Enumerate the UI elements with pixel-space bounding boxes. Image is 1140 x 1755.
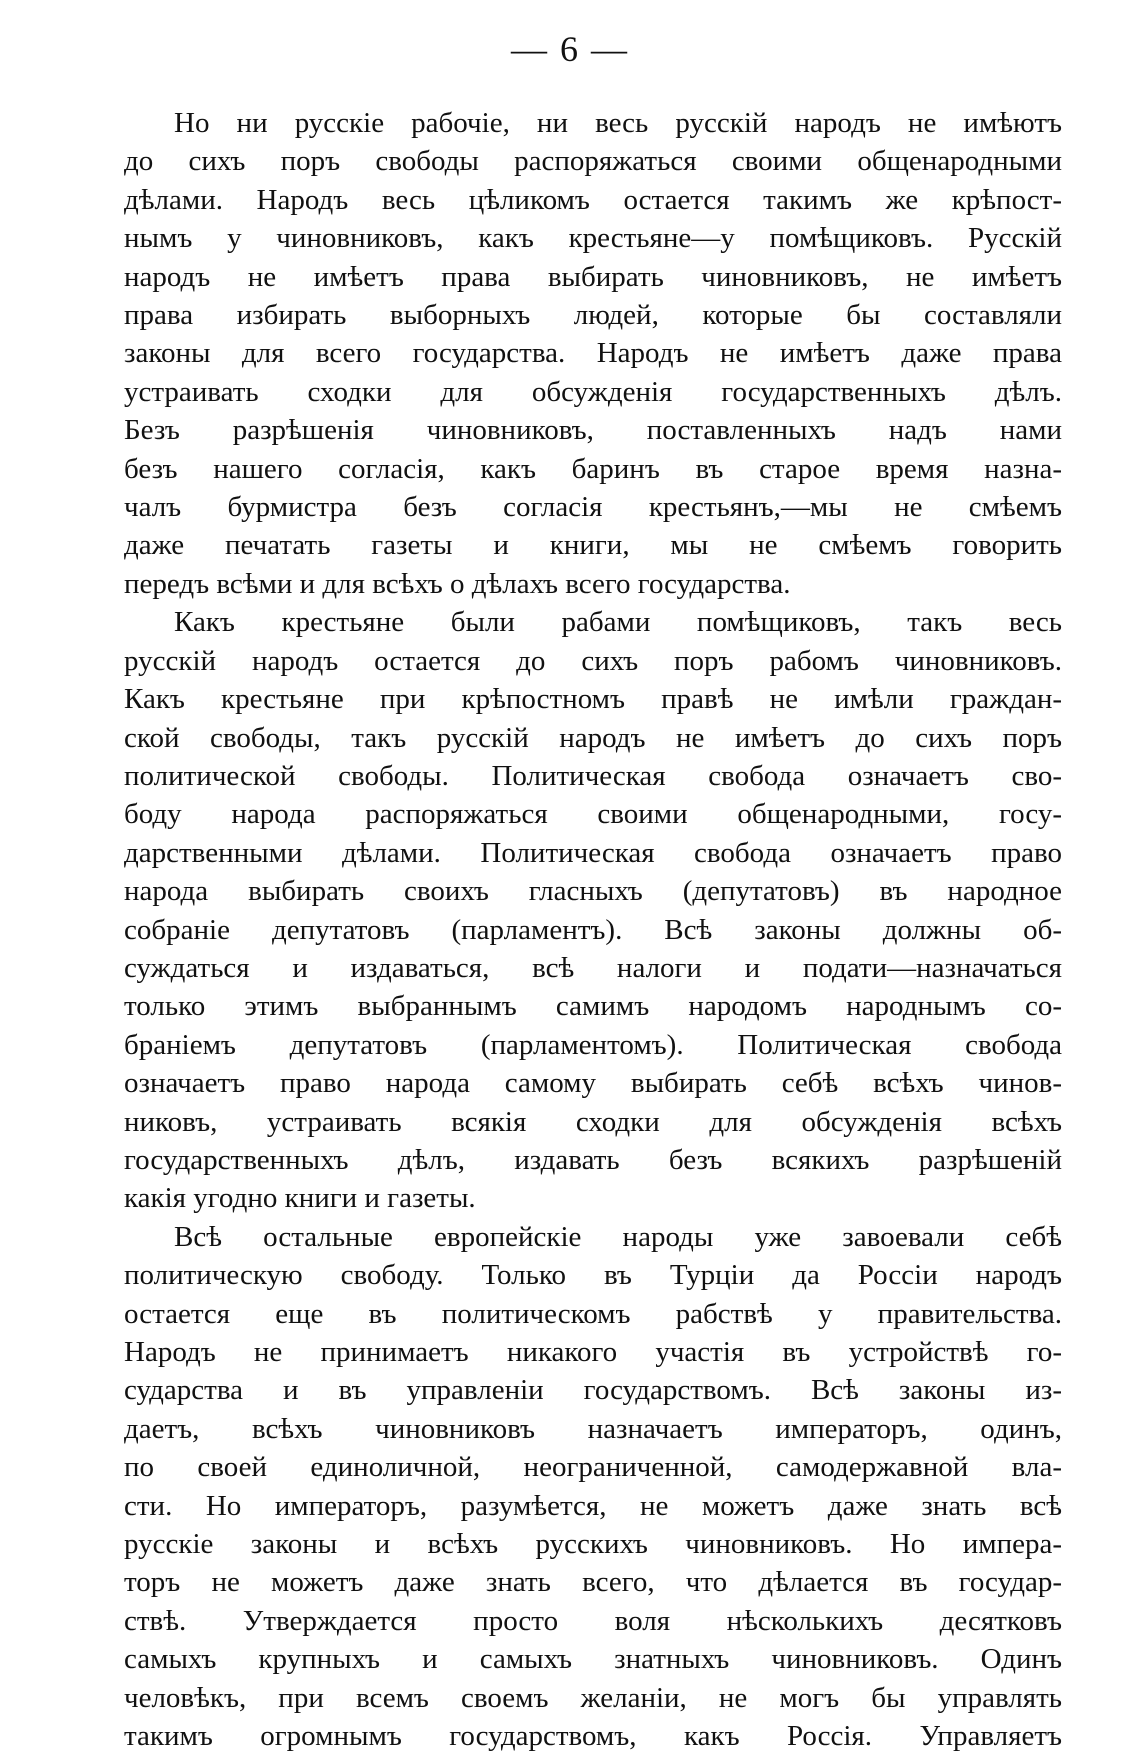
text-line: Но ни русскіе рабочіе, ни весь русскій народъ не имѣютъ bbox=[174, 107, 1062, 139]
text-line: торъ не можетъ даже знать всего, что дѣлается въ государ- bbox=[124, 1566, 1062, 1599]
text-line: сударства и въ управленіи государствомъ. Всѣ законы из- bbox=[124, 1374, 1062, 1407]
text-line: русскій народъ остается до сихъ поръ рабомъ чиновниковъ. bbox=[124, 644, 1062, 677]
text-line: законы для всего государства. Народъ не имѣетъ даже права bbox=[124, 337, 1062, 370]
text-line: ской свободы, такъ русскій народъ не имѣетъ до сихъ поръ bbox=[124, 721, 1062, 754]
text-line: Народъ не принимаетъ никакого участія въ устройствѣ го- bbox=[124, 1336, 1062, 1368]
text-line: означаетъ право народа самому выбирать себѣ всѣхъ чинов- bbox=[124, 1067, 1062, 1100]
text-line: суждаться и издаваться, всѣ налоги и подати—назначаться bbox=[124, 951, 1062, 984]
text-line: остается еще въ политическомъ рабствѣ у правительства. bbox=[124, 1297, 1062, 1330]
text-line: сти. Но императоръ, разумѣется, не можетъ даже знать всѣ bbox=[124, 1489, 1062, 1522]
text-line: только этимъ выбраннымъ самимъ народомъ народнымъ со- bbox=[124, 990, 1062, 1023]
text-line: дѣлами. Народъ весь цѣликомъ остается такимъ же крѣпост- bbox=[124, 183, 1062, 216]
text-line: народъ не имѣетъ права выбирать чиновниковъ, не имѣетъ bbox=[124, 260, 1062, 293]
text-line: по своей единоличной, неограниченной, самодержавной вла- bbox=[124, 1451, 1062, 1484]
body-text bbox=[124, 104, 1062, 1755]
text-line: устраивать сходки для обсужденія государственныхъ дѣлъ. bbox=[124, 375, 1062, 408]
text-line: Какъ крестьяне были рабами помѣщиковъ, такъ весь bbox=[174, 606, 1062, 639]
text-line: никовъ, устраивать всякія сходки для обсужденія всѣхъ bbox=[124, 1105, 1062, 1138]
text-line: человѣкъ, при всемъ своемъ желаніи, не могъ бы управлять bbox=[124, 1681, 1062, 1714]
text-line: безъ нашего согласія, какъ баринъ въ старое время назна- bbox=[124, 452, 1062, 485]
text-line: ствѣ. Утверждается просто воля нѣсколькихъ десятковъ bbox=[124, 1604, 1062, 1637]
text-line: даже печатать газеты и книги, мы не смѣемъ говорить bbox=[124, 529, 1062, 562]
text-line: политическую свободу. Только въ Турціи да Россіи народъ bbox=[124, 1259, 1062, 1292]
text-line: какія угодно книги и газеты. bbox=[124, 1182, 476, 1215]
text-line: чалъ бурмистра безъ согласія крестьянъ,—мы не смѣемъ bbox=[124, 491, 1062, 524]
paragraph bbox=[124, 104, 1062, 603]
text-line: Безъ разрѣшенія чиновниковъ, поставленныхъ надъ нами bbox=[124, 414, 1062, 447]
text-line: собраніе депутатовъ (парламентъ). Всѣ законы должны об- bbox=[124, 913, 1062, 946]
text-line: Какъ крестьяне при крѣпостномъ правѣ не имѣли граждан- bbox=[124, 683, 1062, 716]
text-line: самыхъ крупныхъ и самыхъ знатныхъ чиновниковъ. Одинъ bbox=[124, 1643, 1062, 1676]
text-line: даетъ, всѣхъ чиновниковъ назначаетъ императоръ, одинъ, bbox=[124, 1412, 1062, 1445]
text-line: государственныхъ дѣлъ, издавать безъ всякихъ разрѣшеній bbox=[124, 1143, 1062, 1176]
paragraph bbox=[124, 603, 1062, 1218]
text-line: народа выбирать своихъ гласныхъ (депутатовъ) въ народное bbox=[124, 875, 1062, 908]
text-line: браніемъ депутатовъ (парламентомъ). Политическая свобода bbox=[124, 1028, 1062, 1061]
text-line: политической свободы. Политическая свобода означаетъ сво- bbox=[124, 759, 1062, 792]
text-line: до сихъ поръ свободы распоряжаться своими общенародными bbox=[124, 145, 1062, 178]
text-line: нымъ у чиновниковъ, какъ крестьяне—у помѣщиковъ. Русскій bbox=[124, 222, 1062, 255]
text-line: такимъ огромнымъ государствомъ, какъ Россія. Управляетъ bbox=[124, 1720, 1062, 1753]
text-line: боду народа распоряжаться своими общенародными, госу- bbox=[124, 798, 1062, 831]
text-line: Всѣ остальные европейскіе народы уже завоевали себѣ bbox=[174, 1220, 1062, 1253]
text-line: дарственными дѣлами. Политическая свобода означаетъ право bbox=[124, 836, 1062, 869]
page-number: — 6 — bbox=[511, 29, 629, 69]
text-line: русскіе законы и всѣхъ русскихъ чиновниковъ. Но импера- bbox=[124, 1528, 1062, 1561]
text-line: права избирать выборныхъ людей, которые бы составляли bbox=[124, 299, 1062, 332]
paragraph bbox=[124, 1218, 1062, 1755]
text-line: передъ всѣми и для всѣхъ о дѣлахъ всего государства. bbox=[124, 567, 791, 600]
